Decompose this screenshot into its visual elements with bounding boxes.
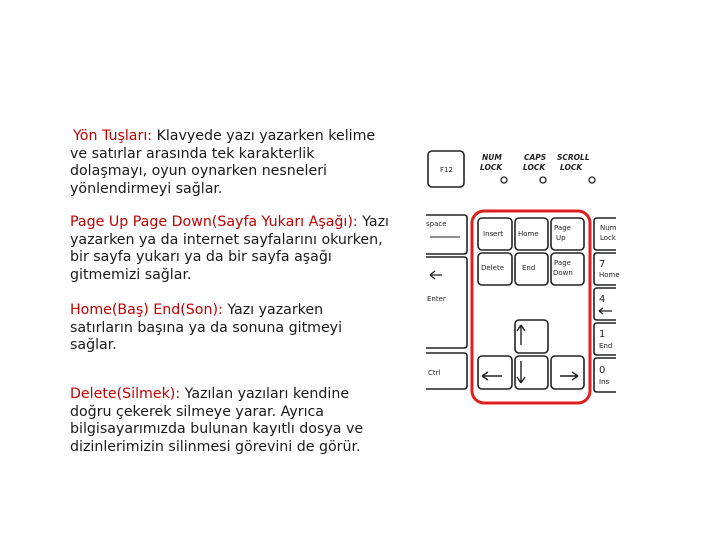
desc-home-end: Yazı yazarken satırların başına ya da sonuna gitmeyi sağlar.	[70, 302, 343, 353]
key-ctrl-label: Ctrl	[428, 369, 441, 377]
numpad-0-sub-label: Ins	[599, 378, 610, 386]
key-delete	[478, 253, 512, 285]
key-enter	[426, 257, 467, 348]
numpad-numlock-label-1: Num	[600, 224, 617, 232]
paragraph-page-up-down	[70, 214, 390, 284]
scroll-lock-light-icon	[589, 177, 595, 183]
key-arrow-left	[478, 356, 512, 389]
key-end	[515, 253, 548, 285]
numpad-numlock-label-2: Lock	[600, 234, 616, 242]
key-insert-label: Insert	[483, 230, 504, 238]
key-home	[515, 218, 548, 250]
paragraph-arrow-keys	[70, 128, 390, 198]
lock-indicator-caps	[523, 153, 546, 183]
key-page-up-label-1: Page	[554, 224, 571, 232]
key-home-label: Home	[518, 230, 539, 238]
key-insert	[478, 218, 512, 250]
term-delete: Delete(Silmek):	[70, 386, 181, 402]
caps-lock-light-icon	[540, 177, 546, 183]
paragraph-home-end	[70, 302, 390, 355]
term-arrow-keys: Yön Tuşları:	[73, 128, 153, 144]
num-lock-text-2: LOCK	[480, 163, 503, 172]
num-lock-light-icon	[501, 177, 507, 183]
numpad-4-label: 4	[599, 294, 606, 305]
caps-lock-text-2: LOCK	[523, 163, 546, 172]
key-ctrl	[426, 353, 467, 389]
key-backspace-label: space	[426, 220, 447, 228]
key-numpad-1	[594, 323, 616, 355]
keyboard-svg	[426, 145, 620, 407]
numpad-1-label: 1	[599, 329, 606, 340]
numpad-0-label: 0	[599, 365, 606, 376]
key-page-down-label-1: Page	[554, 259, 571, 267]
key-delete-label: Delete	[481, 264, 504, 272]
numpad-7-label: 7	[599, 259, 606, 270]
key-numpad-0	[594, 358, 616, 392]
key-numpad-7	[594, 253, 620, 285]
numpad-7-sub-label: Home	[599, 271, 620, 279]
term-home-end: Home(Baş) End(Son):	[70, 302, 223, 318]
lock-indicator-scroll	[557, 153, 595, 183]
key-arrow-right	[551, 356, 584, 389]
key-arrow-up	[515, 320, 548, 353]
key-f12	[428, 151, 464, 187]
paragraph-delete	[70, 386, 390, 456]
key-page-down-label-2: Down	[553, 269, 573, 277]
numpad-1-sub-label: End	[599, 342, 613, 350]
key-f12-label: F12	[440, 166, 453, 174]
key-backspace	[426, 215, 467, 254]
term-page-up-down: Page Up Page Down(Sayfa Yukarı Aşağı):	[70, 214, 358, 230]
desc-delete: Yazılan yazıları kendine doğru çekerek silmeye yarar. Ayrıca bilgisayarımızda bulunan kayıtlı dosya ve dizinlerimizin silinmesi görevini de görür.	[70, 386, 364, 455]
key-end-label: End	[522, 264, 536, 272]
key-arrow-down	[515, 356, 548, 389]
num-lock-text-1: NUM	[482, 153, 502, 162]
desc-page-up-down: Yazı yazarken ya da internet sayfalarını okurken, bir sayfa yukarı ya da bir sayfa aşağı gitmemizi sağlar.	[70, 214, 389, 283]
key-numpad-numlock	[594, 218, 617, 250]
caps-lock-text-1: CAPS	[524, 153, 547, 162]
key-numpad-4	[594, 288, 616, 320]
scroll-lock-text-2: LOCK	[560, 163, 583, 172]
key-page-up-label-2: Up	[556, 234, 566, 242]
scroll-lock-text-1: SCROLL	[557, 153, 590, 162]
lock-indicator-num	[480, 153, 507, 183]
key-page-up	[551, 218, 584, 250]
key-enter-label: Enter	[427, 295, 446, 303]
key-page-down	[551, 253, 584, 285]
desc-arrow-keys: Klavyede yazı yazarken kelime ve satırlar arasında tek karakterlik dolaşmayı, oyun oynarken nesneleri yönlendirmeyi sağlar.	[70, 128, 376, 197]
keyboard-illustration	[426, 145, 620, 407]
